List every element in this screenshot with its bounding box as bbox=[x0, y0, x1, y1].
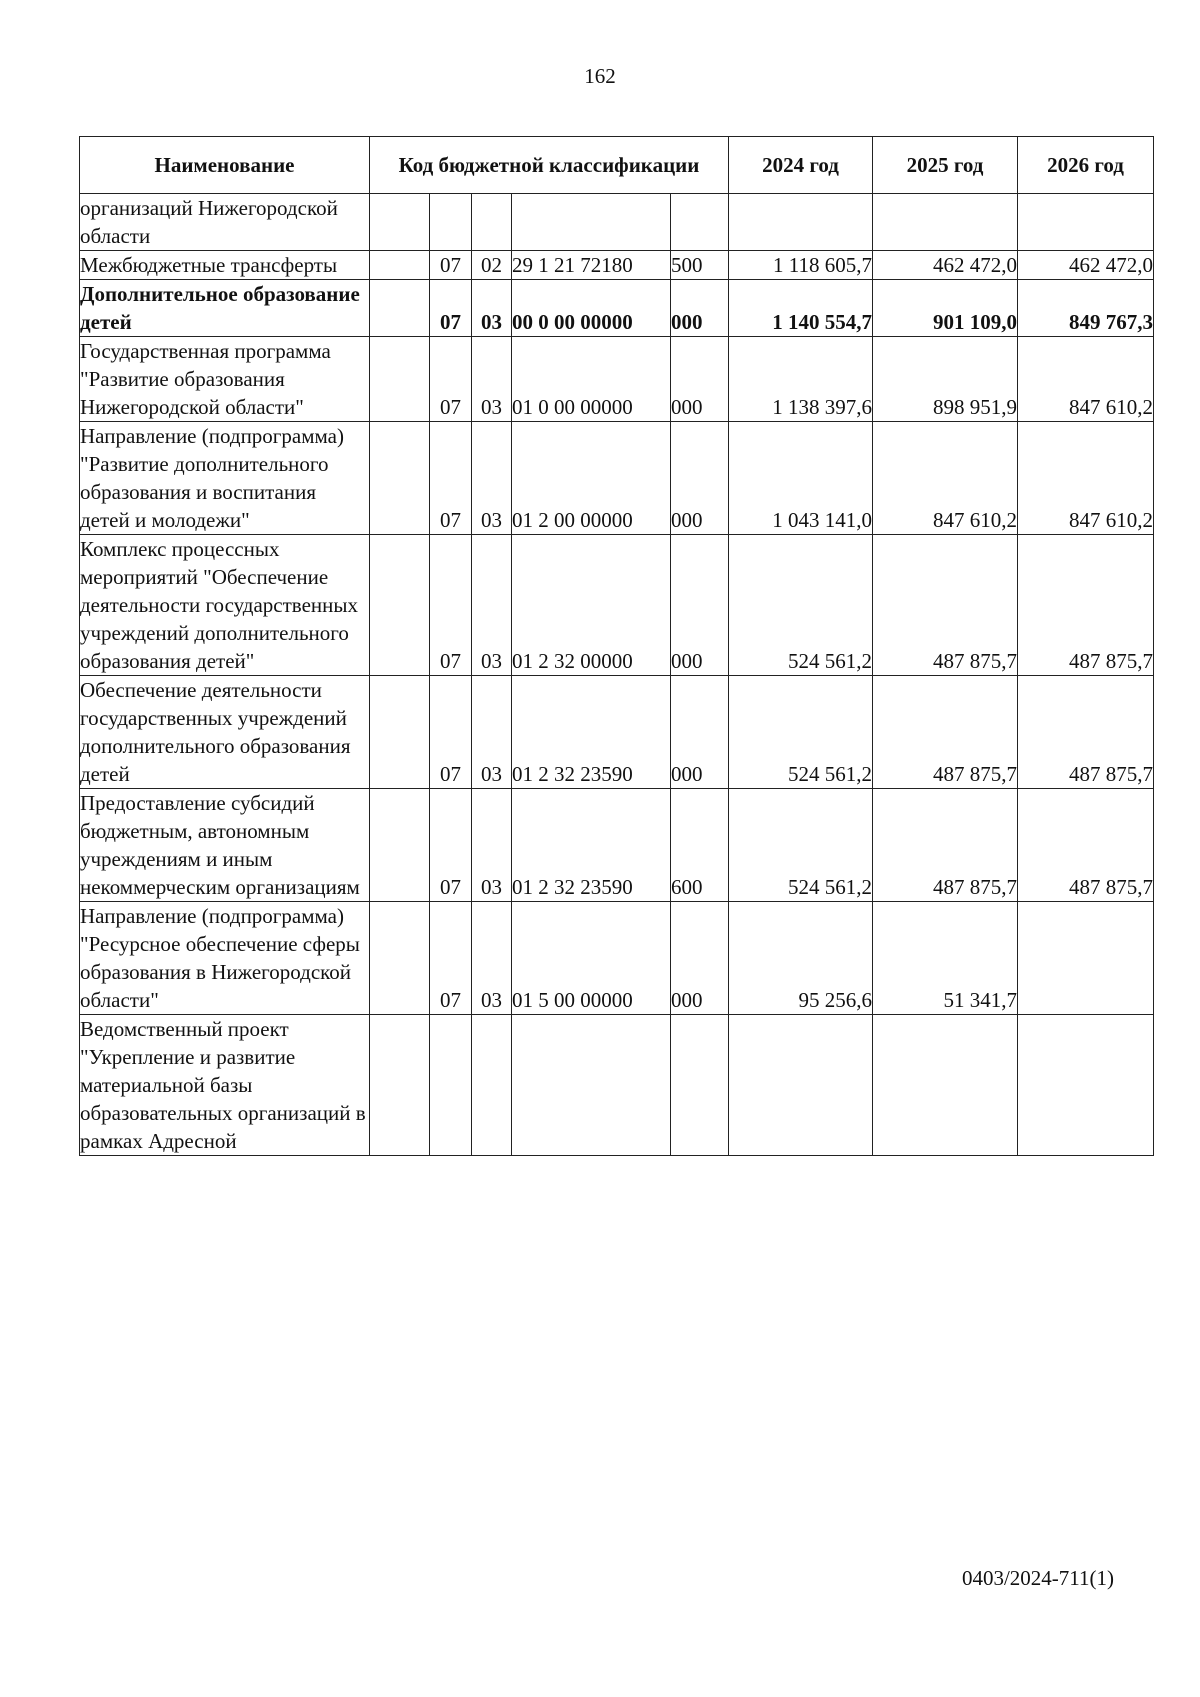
cell-section bbox=[430, 1015, 472, 1156]
cell-2024: 524 561,2 bbox=[729, 789, 873, 902]
table-row bbox=[80, 789, 1154, 902]
table-body bbox=[80, 194, 1154, 1156]
cell-subsection: 03 bbox=[472, 789, 512, 902]
cell-2024 bbox=[729, 1015, 873, 1156]
cell-2024: 524 561,2 bbox=[729, 676, 873, 789]
cell-blank bbox=[370, 194, 430, 251]
page-number: 162 bbox=[584, 64, 616, 88]
table-header-row bbox=[80, 137, 1154, 194]
cell-target-article: 29 1 21 72180 bbox=[512, 251, 671, 280]
header-2024: 2024 год bbox=[729, 137, 873, 194]
cell-expense-type: 600 bbox=[671, 789, 729, 902]
cell-section bbox=[430, 194, 472, 251]
cell-name: Обеспечение деятельности государственных учреждений дополнительного образования детей bbox=[80, 676, 370, 789]
cell-expense-type: 000 bbox=[671, 337, 729, 422]
cell-2025: 51 341,7 bbox=[873, 902, 1018, 1015]
table-row bbox=[80, 902, 1154, 1015]
cell-name: Государственная программа "Развитие образования Нижегородской области" bbox=[80, 337, 370, 422]
cell-2026: 847 610,2 bbox=[1018, 422, 1154, 535]
cell-blank bbox=[370, 337, 430, 422]
cell-2025: 898 951,9 bbox=[873, 337, 1018, 422]
cell-2026: 849 767,3 bbox=[1018, 280, 1154, 337]
document-code: 0403/2024-711(1) bbox=[961, 1566, 1114, 1590]
cell-section: 07 bbox=[430, 337, 472, 422]
cell-subsection: 03 bbox=[472, 280, 512, 337]
cell-2024: 1 118 605,7 bbox=[729, 251, 873, 280]
cell-target-article: 01 2 32 23590 bbox=[512, 676, 671, 789]
cell-name: организаций Нижегородской области bbox=[80, 194, 370, 251]
cell-section: 07 bbox=[430, 535, 472, 676]
cell-2026 bbox=[1018, 902, 1154, 1015]
cell-subsection bbox=[472, 194, 512, 251]
cell-2026: 487 875,7 bbox=[1018, 535, 1154, 676]
cell-target-article: 01 5 00 00000 bbox=[512, 902, 671, 1015]
cell-target-article: 01 2 00 00000 bbox=[512, 422, 671, 535]
cell-expense-type bbox=[671, 1015, 729, 1156]
cell-subsection: 02 bbox=[472, 251, 512, 280]
cell-subsection: 03 bbox=[472, 902, 512, 1015]
table-row bbox=[80, 337, 1154, 422]
header-2025: 2025 год bbox=[873, 137, 1018, 194]
budget-table bbox=[79, 136, 1154, 1156]
cell-target-article bbox=[512, 1015, 671, 1156]
cell-2024: 1 140 554,7 bbox=[729, 280, 873, 337]
cell-2026 bbox=[1018, 194, 1154, 251]
cell-expense-type: 000 bbox=[671, 535, 729, 676]
table-row bbox=[80, 194, 1154, 251]
cell-blank bbox=[370, 676, 430, 789]
cell-2024: 95 256,6 bbox=[729, 902, 873, 1015]
cell-name: Предоставление субсидий бюджетным, автономным учреждениям и иным некоммерческим организациям bbox=[80, 789, 370, 902]
header-code: Код бюджетной классификации bbox=[370, 137, 729, 194]
table-row bbox=[80, 280, 1154, 337]
cell-2026: 487 875,7 bbox=[1018, 789, 1154, 902]
cell-blank bbox=[370, 902, 430, 1015]
cell-blank bbox=[370, 280, 430, 337]
cell-2026: 462 472,0 bbox=[1018, 251, 1154, 280]
cell-2025 bbox=[873, 1015, 1018, 1156]
cell-name: Комплекс процессных мероприятий "Обеспечение деятельности государственных учреждений дополнительного образования детей" bbox=[80, 535, 370, 676]
cell-blank bbox=[370, 422, 430, 535]
cell-subsection: 03 bbox=[472, 337, 512, 422]
cell-target-article: 01 2 32 23590 bbox=[512, 789, 671, 902]
cell-section: 07 bbox=[430, 251, 472, 280]
cell-2025: 487 875,7 bbox=[873, 676, 1018, 789]
header-name: Наименование bbox=[80, 137, 370, 194]
cell-subsection bbox=[472, 1015, 512, 1156]
cell-2025 bbox=[873, 194, 1018, 251]
cell-2025: 487 875,7 bbox=[873, 535, 1018, 676]
table-row bbox=[80, 535, 1154, 676]
cell-blank bbox=[370, 789, 430, 902]
cell-2024: 1 043 141,0 bbox=[729, 422, 873, 535]
cell-subsection: 03 bbox=[472, 535, 512, 676]
cell-target-article: 01 0 00 00000 bbox=[512, 337, 671, 422]
cell-expense-type: 000 bbox=[671, 676, 729, 789]
cell-blank bbox=[370, 1015, 430, 1156]
cell-target-article bbox=[512, 194, 671, 251]
cell-section: 07 bbox=[430, 422, 472, 535]
cell-2024: 524 561,2 bbox=[729, 535, 873, 676]
cell-expense-type: 500 bbox=[671, 251, 729, 280]
cell-name: Направление (подпрограмма) "Развитие дополнительного образования и воспитания детей и молодежи" bbox=[80, 422, 370, 535]
table-row bbox=[80, 1015, 1154, 1156]
cell-2026: 487 875,7 bbox=[1018, 676, 1154, 789]
cell-expense-type: 000 bbox=[671, 902, 729, 1015]
cell-2026: 847 610,2 bbox=[1018, 337, 1154, 422]
cell-section: 07 bbox=[430, 902, 472, 1015]
cell-2025: 462 472,0 bbox=[873, 251, 1018, 280]
table-row bbox=[80, 422, 1154, 535]
cell-section: 07 bbox=[430, 676, 472, 789]
cell-subsection: 03 bbox=[472, 422, 512, 535]
cell-2025: 487 875,7 bbox=[873, 789, 1018, 902]
cell-blank bbox=[370, 251, 430, 280]
cell-2024 bbox=[729, 194, 873, 251]
cell-expense-type bbox=[671, 194, 729, 251]
cell-section: 07 bbox=[430, 280, 472, 337]
cell-target-article: 00 0 00 00000 bbox=[512, 280, 671, 337]
cell-subsection: 03 bbox=[472, 676, 512, 789]
cell-name: Направление (подпрограмма) "Ресурсное обеспечение сферы образования в Нижегородской области" bbox=[80, 902, 370, 1015]
cell-2025: 901 109,0 bbox=[873, 280, 1018, 337]
table-row bbox=[80, 676, 1154, 789]
cell-2025: 847 610,2 bbox=[873, 422, 1018, 535]
cell-2026 bbox=[1018, 1015, 1154, 1156]
cell-expense-type: 000 bbox=[671, 422, 729, 535]
cell-name: Ведомственный проект "Укрепление и развитие материальной базы образовательных организаций в рамках Адресной bbox=[80, 1015, 370, 1156]
cell-expense-type: 000 bbox=[671, 280, 729, 337]
table-row bbox=[80, 251, 1154, 280]
header-2026: 2026 год bbox=[1018, 137, 1154, 194]
cell-target-article: 01 2 32 00000 bbox=[512, 535, 671, 676]
cell-blank bbox=[370, 535, 430, 676]
cell-name: Дополнительное образование детей bbox=[80, 280, 370, 337]
cell-section: 07 bbox=[430, 789, 472, 902]
cell-name: Межбюджетные трансферты bbox=[80, 251, 370, 280]
cell-2024: 1 138 397,6 bbox=[729, 337, 873, 422]
